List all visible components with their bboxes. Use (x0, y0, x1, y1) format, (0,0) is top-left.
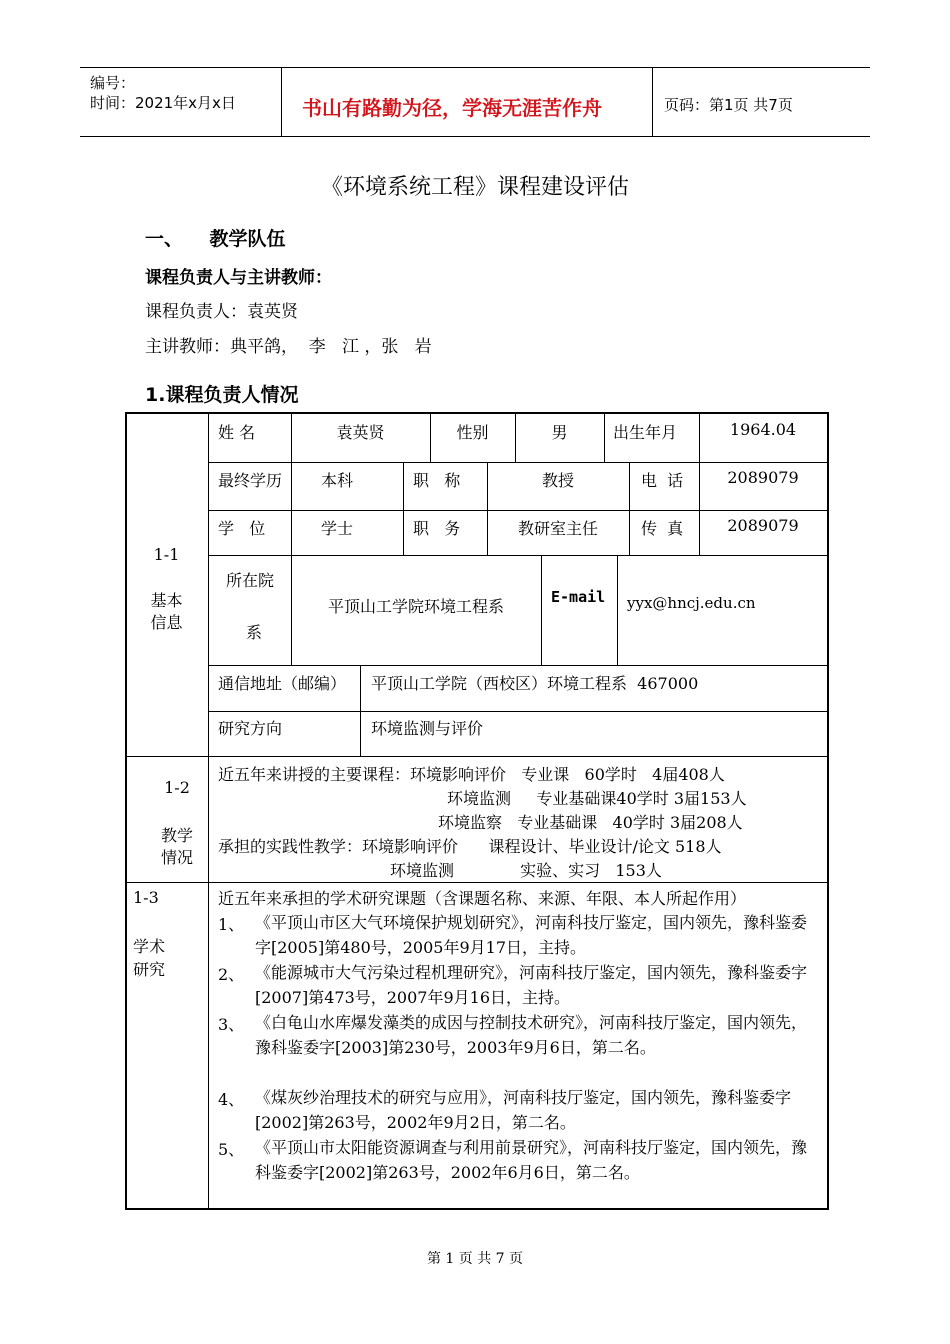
table-border (125, 412, 127, 1210)
block-label-teaching-b: 情况 (160, 848, 193, 867)
research-item-number: 4、 (218, 1090, 245, 1109)
motto: 书山有路勤为径，学海无涯苦作舟 (302, 96, 602, 120)
degree-label: 学 位 (218, 519, 266, 538)
fax-label: 传 真 (641, 519, 684, 538)
document-title: 《环境系统工程》课程建设评估 (320, 175, 629, 200)
address-label: 通信地址（邮编） (218, 674, 347, 693)
header-divider (652, 68, 653, 136)
practice-teaching-line: 环境监测 实验、实习 153人 (390, 861, 662, 880)
degree-value: 学士 (321, 519, 354, 538)
department-label-a: 所在院 (225, 571, 274, 590)
title-value: 教授 (541, 471, 574, 490)
cell-divider (629, 462, 630, 555)
research-item-text: 《白龟山水库爆发藻类的成因与控制技术研究》，河南科技厅鉴定，国内领先，豫科鉴委字[2003]第230号，2003年9月6日，第二名。 (255, 1013, 808, 1057)
block-label-basic-b: 信息 (150, 613, 183, 632)
row-rule (208, 462, 828, 463)
cell-divider (291, 462, 292, 555)
leader-info-table (125, 412, 829, 1210)
block-number-teaching: 1-2 (164, 778, 190, 797)
section-heading-leader-info: 1.课程负责人情况 (145, 384, 299, 406)
phone-value: 2089079 (727, 468, 799, 487)
practice-teaching-line: 承担的实践性教学：环境影响评价 课程设计、毕业设计/论文 518人 (218, 837, 722, 856)
row-rule (208, 555, 828, 556)
phone-label: 电 话 (641, 471, 684, 490)
gender-label: 性别 (456, 423, 489, 442)
research-item-number: 1、 (218, 915, 245, 934)
page-footer: 第 1 页 共 7 页 (426, 1251, 524, 1267)
research-item-number: 5、 (218, 1140, 245, 1159)
research-item-number: 3、 (218, 1015, 245, 1034)
research-item-text: 《煤灰纱治理技术的研究与应用》，河南科技厅鉴定，国内领先，豫科鉴委字[2002]第263号，2002年9月2日，第二名。 (255, 1088, 792, 1132)
block-label-basic-a: 基本 (150, 591, 183, 610)
research-item-text: 《平顶山市区大气环境保护规划研究》，河南科技厅鉴定，国内领先，豫科鉴委字[2005]第480号，2005年9月17日，主持。 (255, 913, 808, 957)
cell-divider (617, 555, 618, 665)
block-label-teaching-a: 教学 (160, 826, 193, 845)
table-border (125, 1208, 829, 1210)
research-direction-value: 环境监测与评价 (371, 719, 484, 738)
research-direction-label: 研究方向 (218, 719, 283, 738)
teaching-courses-line: 环境监察 专业基础课 40学时 3届208人 (438, 813, 743, 832)
fax-value: 2089079 (727, 516, 799, 535)
row-rule (208, 510, 828, 511)
section-heading-team: 一、 教学队伍 (145, 228, 286, 250)
cell-divider (604, 412, 605, 462)
post-value: 教研室主任 (517, 519, 598, 538)
section-rule (125, 756, 829, 757)
section-rule (125, 882, 829, 883)
page-info: 页码：第1页 共7页 (664, 96, 793, 114)
birth-label: 出生年月 (613, 423, 678, 442)
department-label-b: 系 (246, 623, 263, 642)
block-number-basic: 1-1 (153, 545, 180, 564)
title-label: 职 称 (413, 471, 461, 490)
gender-value: 男 (551, 423, 568, 442)
research-intro: 近五年来承担的学术研究课题（含课题名称、来源、年限、本人所起作用） (218, 889, 747, 908)
cell-divider (360, 665, 361, 756)
block-number-research: 1-3 (133, 888, 159, 907)
teaching-courses-line: 近五年来讲授的主要课程：环境影响评价 专业课 60学时 4届408人 (218, 765, 725, 784)
education-value: 本科 (321, 471, 354, 490)
course-leader-line: 课程负责人：袁英贤 (145, 302, 298, 322)
name-label: 姓 名 (218, 423, 256, 442)
table-border (125, 412, 829, 414)
teaching-courses-line: 环境监测 专业基础课40学时 3届153人 (447, 789, 747, 808)
department-value: 平顶山工学院环境工程系 (327, 597, 504, 616)
page-header (80, 67, 870, 137)
block-label-research-a: 学术 (133, 937, 166, 956)
serial-label: 编号： (90, 74, 136, 92)
teachers-line: 主讲教师：典平鸽， 李 江 ，张 岩 (145, 337, 432, 357)
row-rule (208, 665, 828, 666)
subheading-leaders: 课程负责人与主讲教师： (145, 268, 332, 288)
research-item-number: 2、 (218, 965, 245, 984)
row-rule (208, 711, 828, 712)
research-item-text: 《平顶山市太阳能资源调查与利用前景研究》，河南科技厅鉴定，国内领先，豫科鉴委字[2002]第263号，2002年6月6日，第二名。 (255, 1138, 808, 1182)
header-divider (281, 68, 282, 136)
research-item-text: 《能源城市大气污染过程机理研究》，河南科技厅鉴定，国内领先，豫科鉴委字[2007]第473号，2007年9月16日，主持。 (255, 963, 808, 1007)
birth-value: 1964.04 (729, 420, 797, 439)
address-value: 平顶山工学院（西校区）环境工程系 467000 (371, 674, 699, 693)
block-label-research-b: 研究 (133, 960, 166, 979)
cell-divider (403, 462, 404, 555)
name-value: 袁英贤 (336, 423, 385, 442)
label-column-divider (208, 412, 209, 1210)
education-label: 最终学历 (218, 471, 283, 490)
email-value: yyx@hncj.edu.cn (627, 594, 756, 612)
time-label: 时间：2021年x月x日 (90, 94, 236, 112)
cell-divider (541, 555, 542, 665)
table-border (827, 412, 829, 1210)
post-label: 职 务 (413, 519, 461, 538)
email-label: E-mail (551, 588, 606, 606)
